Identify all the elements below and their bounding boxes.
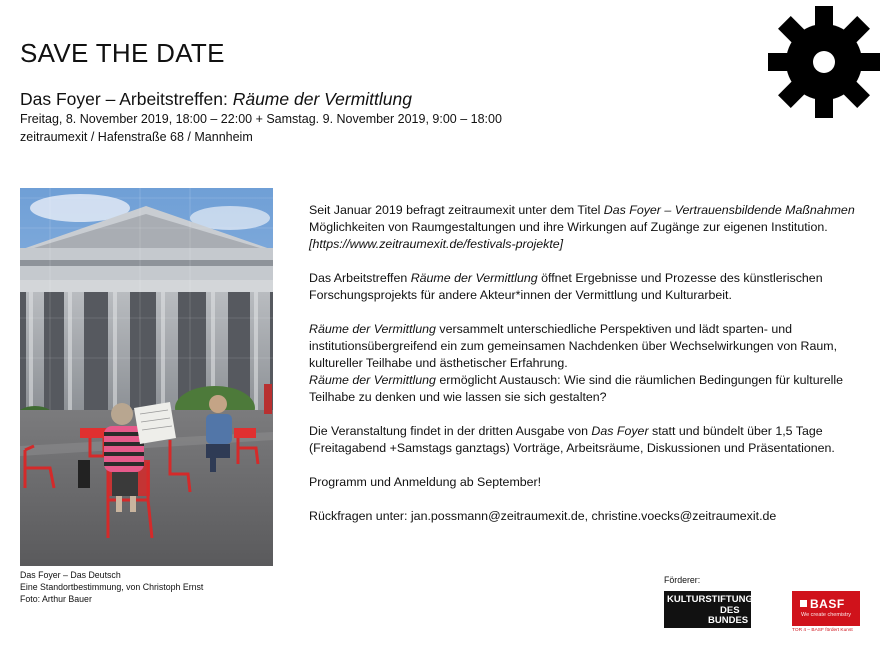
basf-name: BASF: [810, 597, 845, 611]
paragraph-programm: Programm und Anmeldung ab September!: [309, 475, 542, 489]
gear-icon: [768, 6, 880, 118]
basf-logo: [792, 591, 860, 626]
event-title-prefix: Das Foyer – Arbeitstreffen:: [20, 89, 233, 109]
ksb-line-3: BUNDES: [708, 615, 749, 626]
kulturstiftung-logo: [664, 591, 751, 628]
text-run: ermöglicht Austausch: Wie sind die räumlichen Bedingungen für kulturelle Teilhabe zu denken und wie lassen sie sich gestalten?: [309, 373, 843, 404]
paragraph-perspectives: [309, 321, 881, 372]
sponsor-label: Förderer:: [664, 575, 701, 585]
project-link[interactable]: [https://www.zeitraumexit.de/festivals-projekte]: [309, 237, 564, 251]
basf-subline: TOR 4 – BASF fördert Kunst: [792, 628, 853, 633]
body-text: [309, 202, 881, 542]
paragraph-arbeitstreffen: [309, 270, 881, 304]
event-venue: zeitraumexit / Hafenstraße 68 / Mannheim: [20, 130, 253, 144]
text-run: Die Veranstaltung findet in der dritten Ausgabe von: [309, 424, 592, 438]
caption-line-title: Das Foyer – Das Deutsch: [20, 570, 121, 580]
event-title-italic: Räume der Vermittlung: [232, 89, 412, 109]
event-photo: [20, 188, 273, 566]
basf-wordmark: [800, 597, 845, 611]
text-run-italic: Das Foyer – Vertrauensbildende Maßnahmen: [603, 203, 855, 217]
text-run: Seit Januar 2019 befragt zeitraumexit unter dem Titel: [309, 203, 604, 217]
text-run: statt und bündelt über 1,5 Tage (Freitagabend +Samstags ganztags) Vorträge, Arbeitsräume, Diskussionen und Präsentationen.: [309, 424, 835, 455]
event-title: [20, 89, 412, 110]
text-run: versammelt unterschiedliche Perspektiven und lädt sparten- und institutionsübergreifend ein zum gemeinsamen Nachdenken über Wechselwirkungen von Raum, kultureller Teilhabe und ästhetischer Erfahrung.: [309, 322, 838, 370]
paragraph-contact: Rückfragen unter: jan.possmann@zeitraumexit.de, christine.voecks@zeitraumexit.de: [309, 509, 777, 523]
text-run-italic: Das Foyer: [591, 424, 649, 438]
text-run: Möglichkeiten von Raumgestaltungen und ihre Wirkungen auf Zugänge zur eigenen Institution.: [309, 220, 828, 234]
save-the-date-heading: SAVE THE DATE: [20, 38, 225, 68]
ksb-line-1: KULTURSTIFTUNG: [667, 594, 753, 605]
paragraph-austausch: [309, 372, 881, 406]
photo-caption: [20, 569, 203, 605]
text-run: öffnet Ergebnisse und Prozesse des künstlerischen Forschungsprojekts für andere Akteur*innen der Vermittlung und Kulturarbeit.: [309, 271, 823, 302]
caption-line-subtitle: Eine Standortbestimmung, von Christoph Ernst: [20, 582, 204, 592]
basf-square-icon: [800, 600, 807, 607]
text-run: Das Arbeitstreffen: [309, 271, 411, 285]
caption-line-credit: Foto: Arthur Bauer: [20, 594, 92, 604]
text-run-italic: Räume der Vermittlung: [309, 373, 436, 387]
paragraph-intro: [309, 202, 881, 253]
text-run-italic: Räume der Vermittlung: [309, 322, 436, 336]
text-run-italic: Räume der Vermittlung: [410, 271, 538, 285]
paragraph-veranstaltung: [309, 423, 881, 457]
event-dates: Freitag, 8. November 2019, 18:00 – 22:00 + Samstag. 9. November 2019, 9:00 – 18:00: [20, 112, 502, 126]
ksb-line-2: DES: [720, 605, 740, 616]
basf-slogan: We create chemistry: [801, 612, 852, 618]
